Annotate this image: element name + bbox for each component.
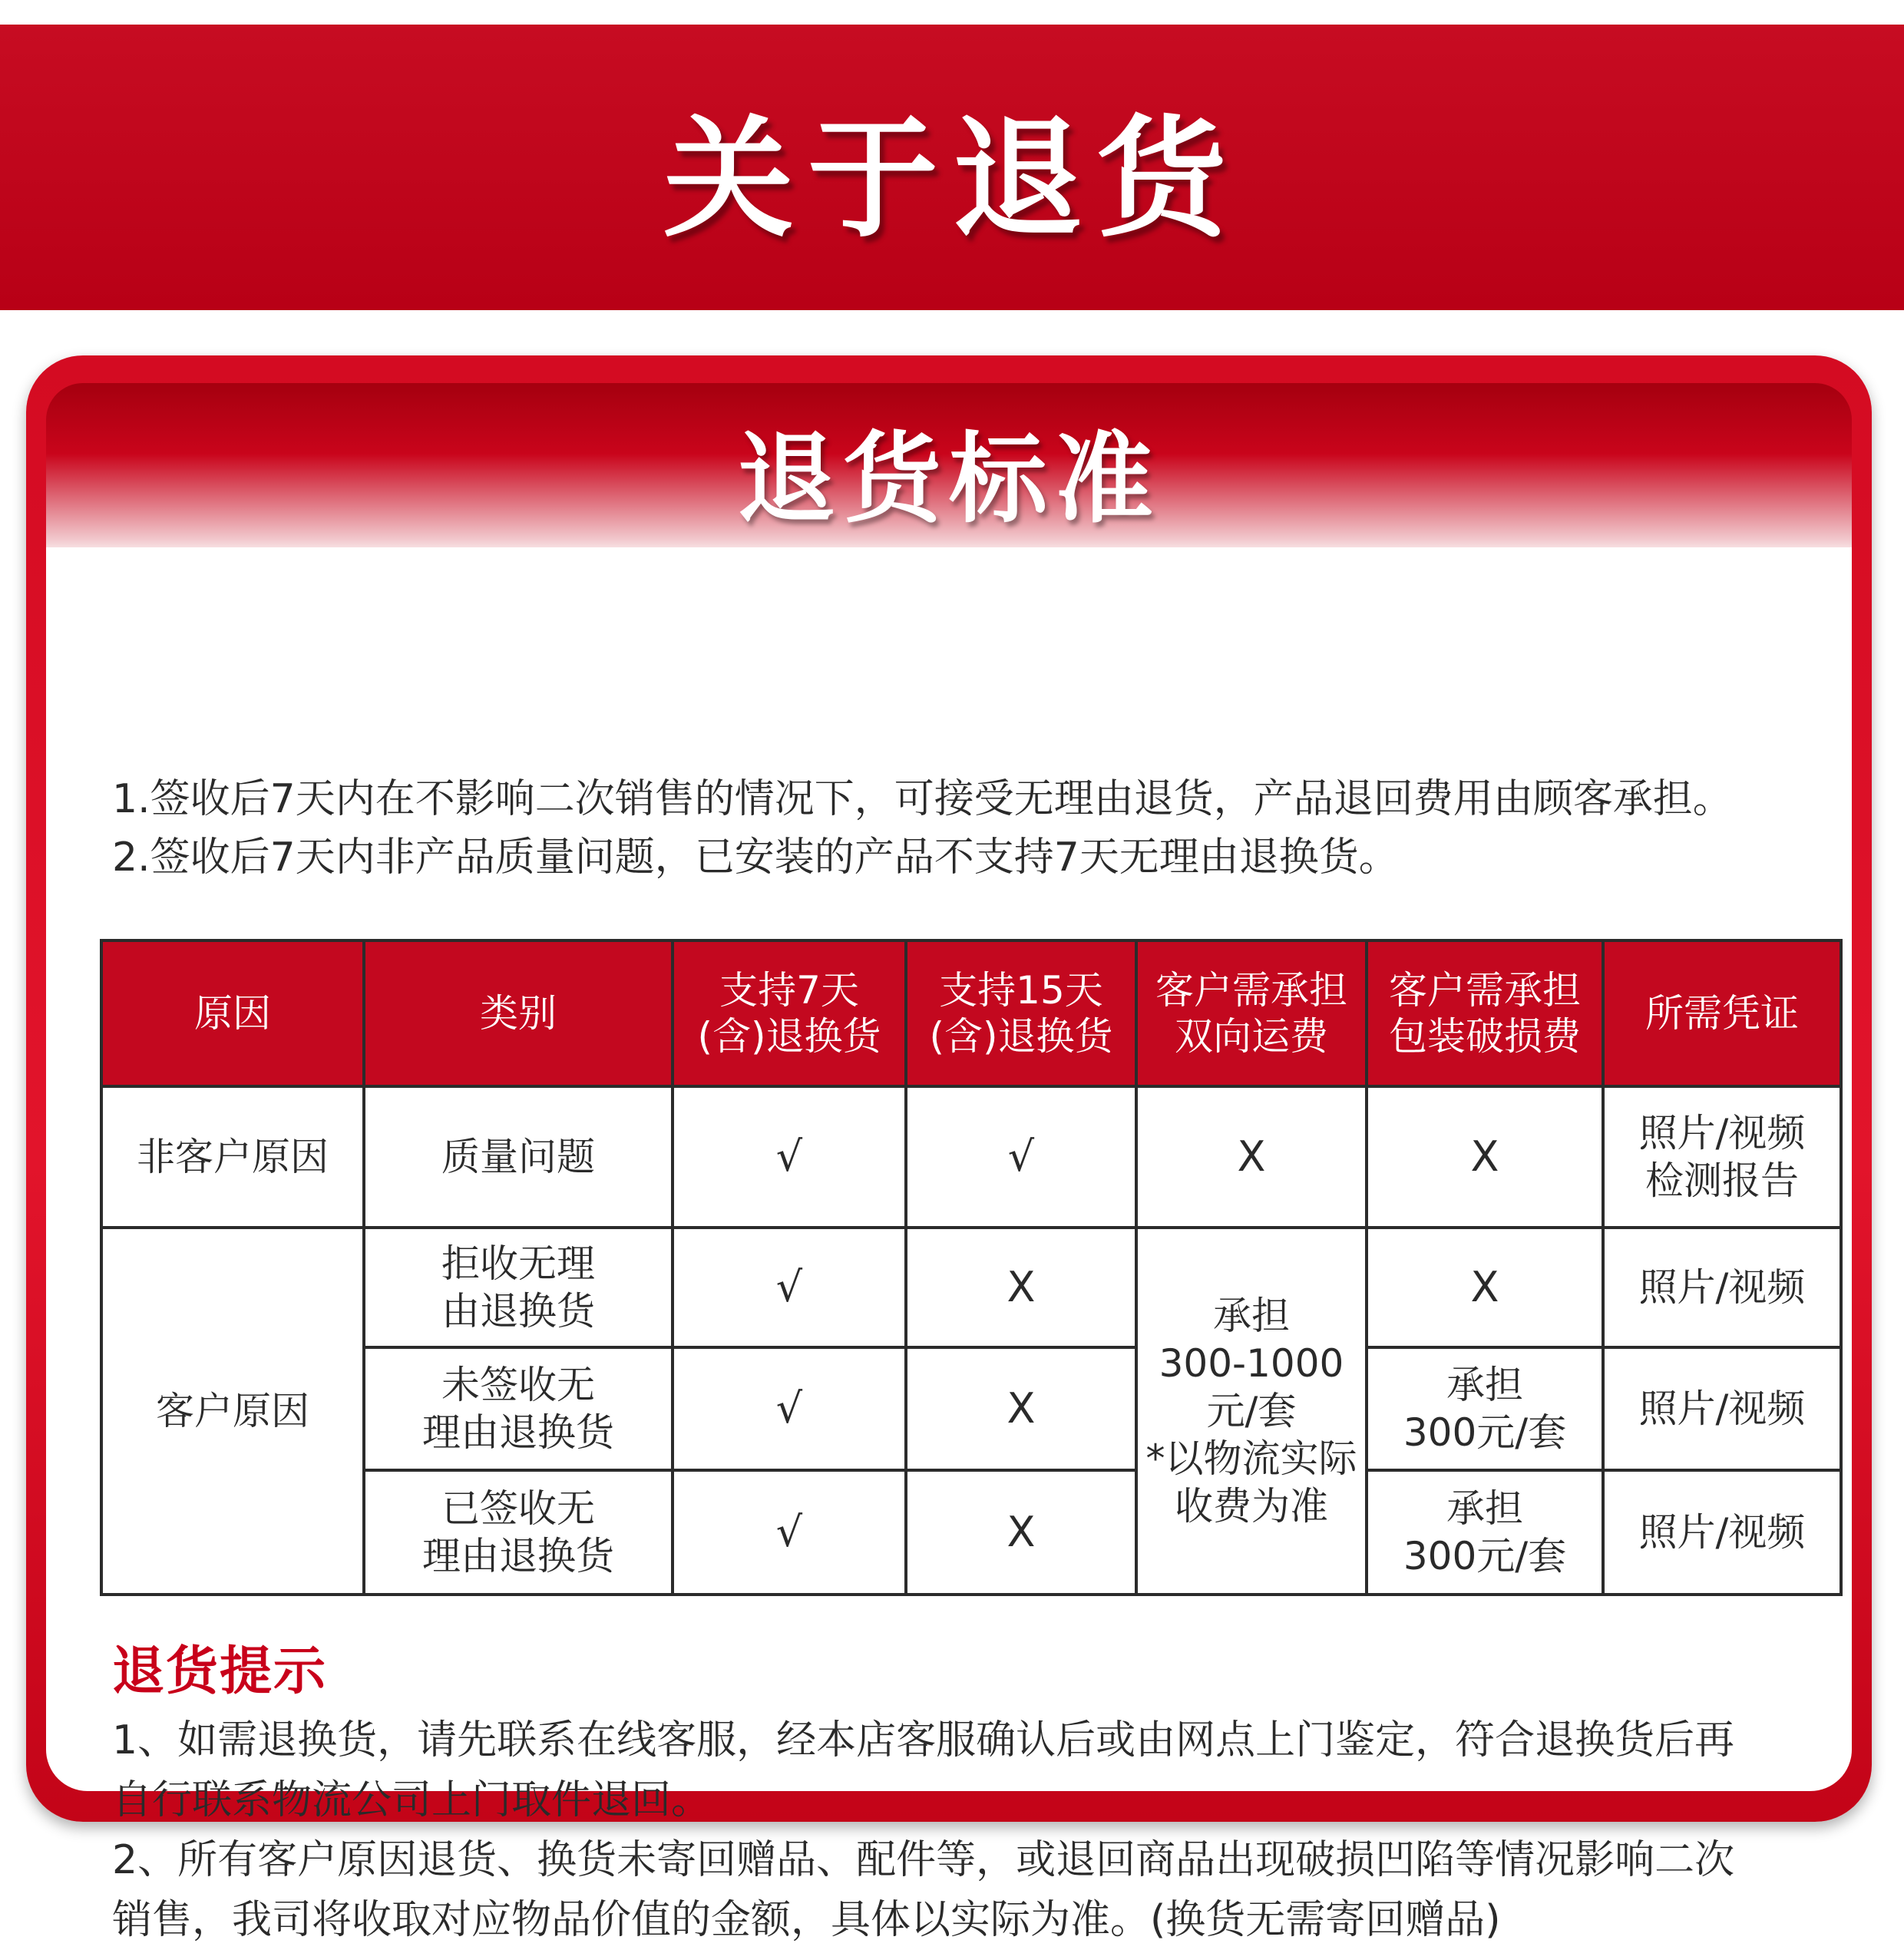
cross-mark: X [1367,1228,1603,1347]
tip-item: 1、如需退换货，请先联系在线客服，经本店客服确认后或由网点上门鉴定，符合退换货后再 自行联系物流公司上门取件退回。 [112,1717,1735,1823]
category-cell: 未签收无 理由退换货 [364,1347,673,1470]
table-row [101,1086,1841,1228]
table-header-row [101,940,1841,1086]
header-shipping: 客户需承担 双向运费 [1136,940,1367,1086]
return-standard-card [26,355,1872,1943]
tips-title: 退货提示 [112,1641,328,1702]
check-mark: √ [673,1470,906,1595]
shipping-fee-cell: 承担 300-1000 元/套 *以物流实际 收费为准 [1136,1228,1367,1595]
header-7day: 支持7天 (含)退换货 [673,940,906,1086]
cross-mark: X [906,1347,1136,1470]
header-reason: 原因 [101,940,364,1086]
proof-cell: 照片/视频 检测报告 [1603,1086,1841,1228]
intro-line: 1.签收后7天内在不影响二次销售的情况下，可接受无理由退货，产品退回费用由顾客承担。 [112,776,1733,822]
page-title: 关于退货 [663,103,1241,256]
reason-cell: 非客户原因 [101,1086,364,1228]
check-mark: √ [673,1228,906,1347]
cross-mark: X [1136,1086,1367,1228]
check-mark: √ [673,1347,906,1470]
header-15day: 支持15天 (含)退换货 [906,940,1136,1086]
tips-list [112,1710,1810,1950]
header-packaging: 客户需承担 包装破损费 [1367,940,1603,1086]
check-mark: √ [673,1086,906,1228]
proof-cell: 照片/视频 [1603,1470,1841,1595]
card-body [46,547,1852,1943]
category-cell: 已签收无 理由退换货 [364,1470,673,1595]
reason-cell: 客户原因 [101,1228,364,1595]
proof-cell: 照片/视频 [1603,1347,1841,1470]
cross-mark: X [1367,1086,1603,1228]
cross-mark: X [906,1470,1136,1595]
packaging-fee-cell: 承担 300元/套 [1367,1347,1603,1470]
category-cell: 拒收无理 由退换货 [364,1228,673,1347]
category-cell: 质量问题 [364,1086,673,1228]
header-category: 类别 [364,940,673,1086]
proof-cell: 照片/视频 [1603,1228,1841,1347]
packaging-fee-cell: 承担 300元/套 [1367,1470,1603,1595]
intro-text [112,770,1806,887]
card-title: 退货标准 [736,422,1161,537]
return-standard-table [100,939,1843,1596]
check-mark: √ [906,1086,1136,1228]
cross-mark: X [906,1228,1136,1347]
top-banner [0,25,1904,310]
intro-line: 2.签收后7天内非产品质量问题，已安装的产品不支持7天无理由退换货。 [112,835,1399,881]
table-row [101,1228,1841,1347]
header-proof: 所需凭证 [1603,940,1841,1086]
tip-item: 2、所有客户原因退货、换货未寄回赠品、配件等，或退回商品出现破损凹陷等情况影响二次 销售，我司将收取对应物品价值的金额，具体以实际为准。(换货无需寄回赠品) [112,1837,1735,1943]
